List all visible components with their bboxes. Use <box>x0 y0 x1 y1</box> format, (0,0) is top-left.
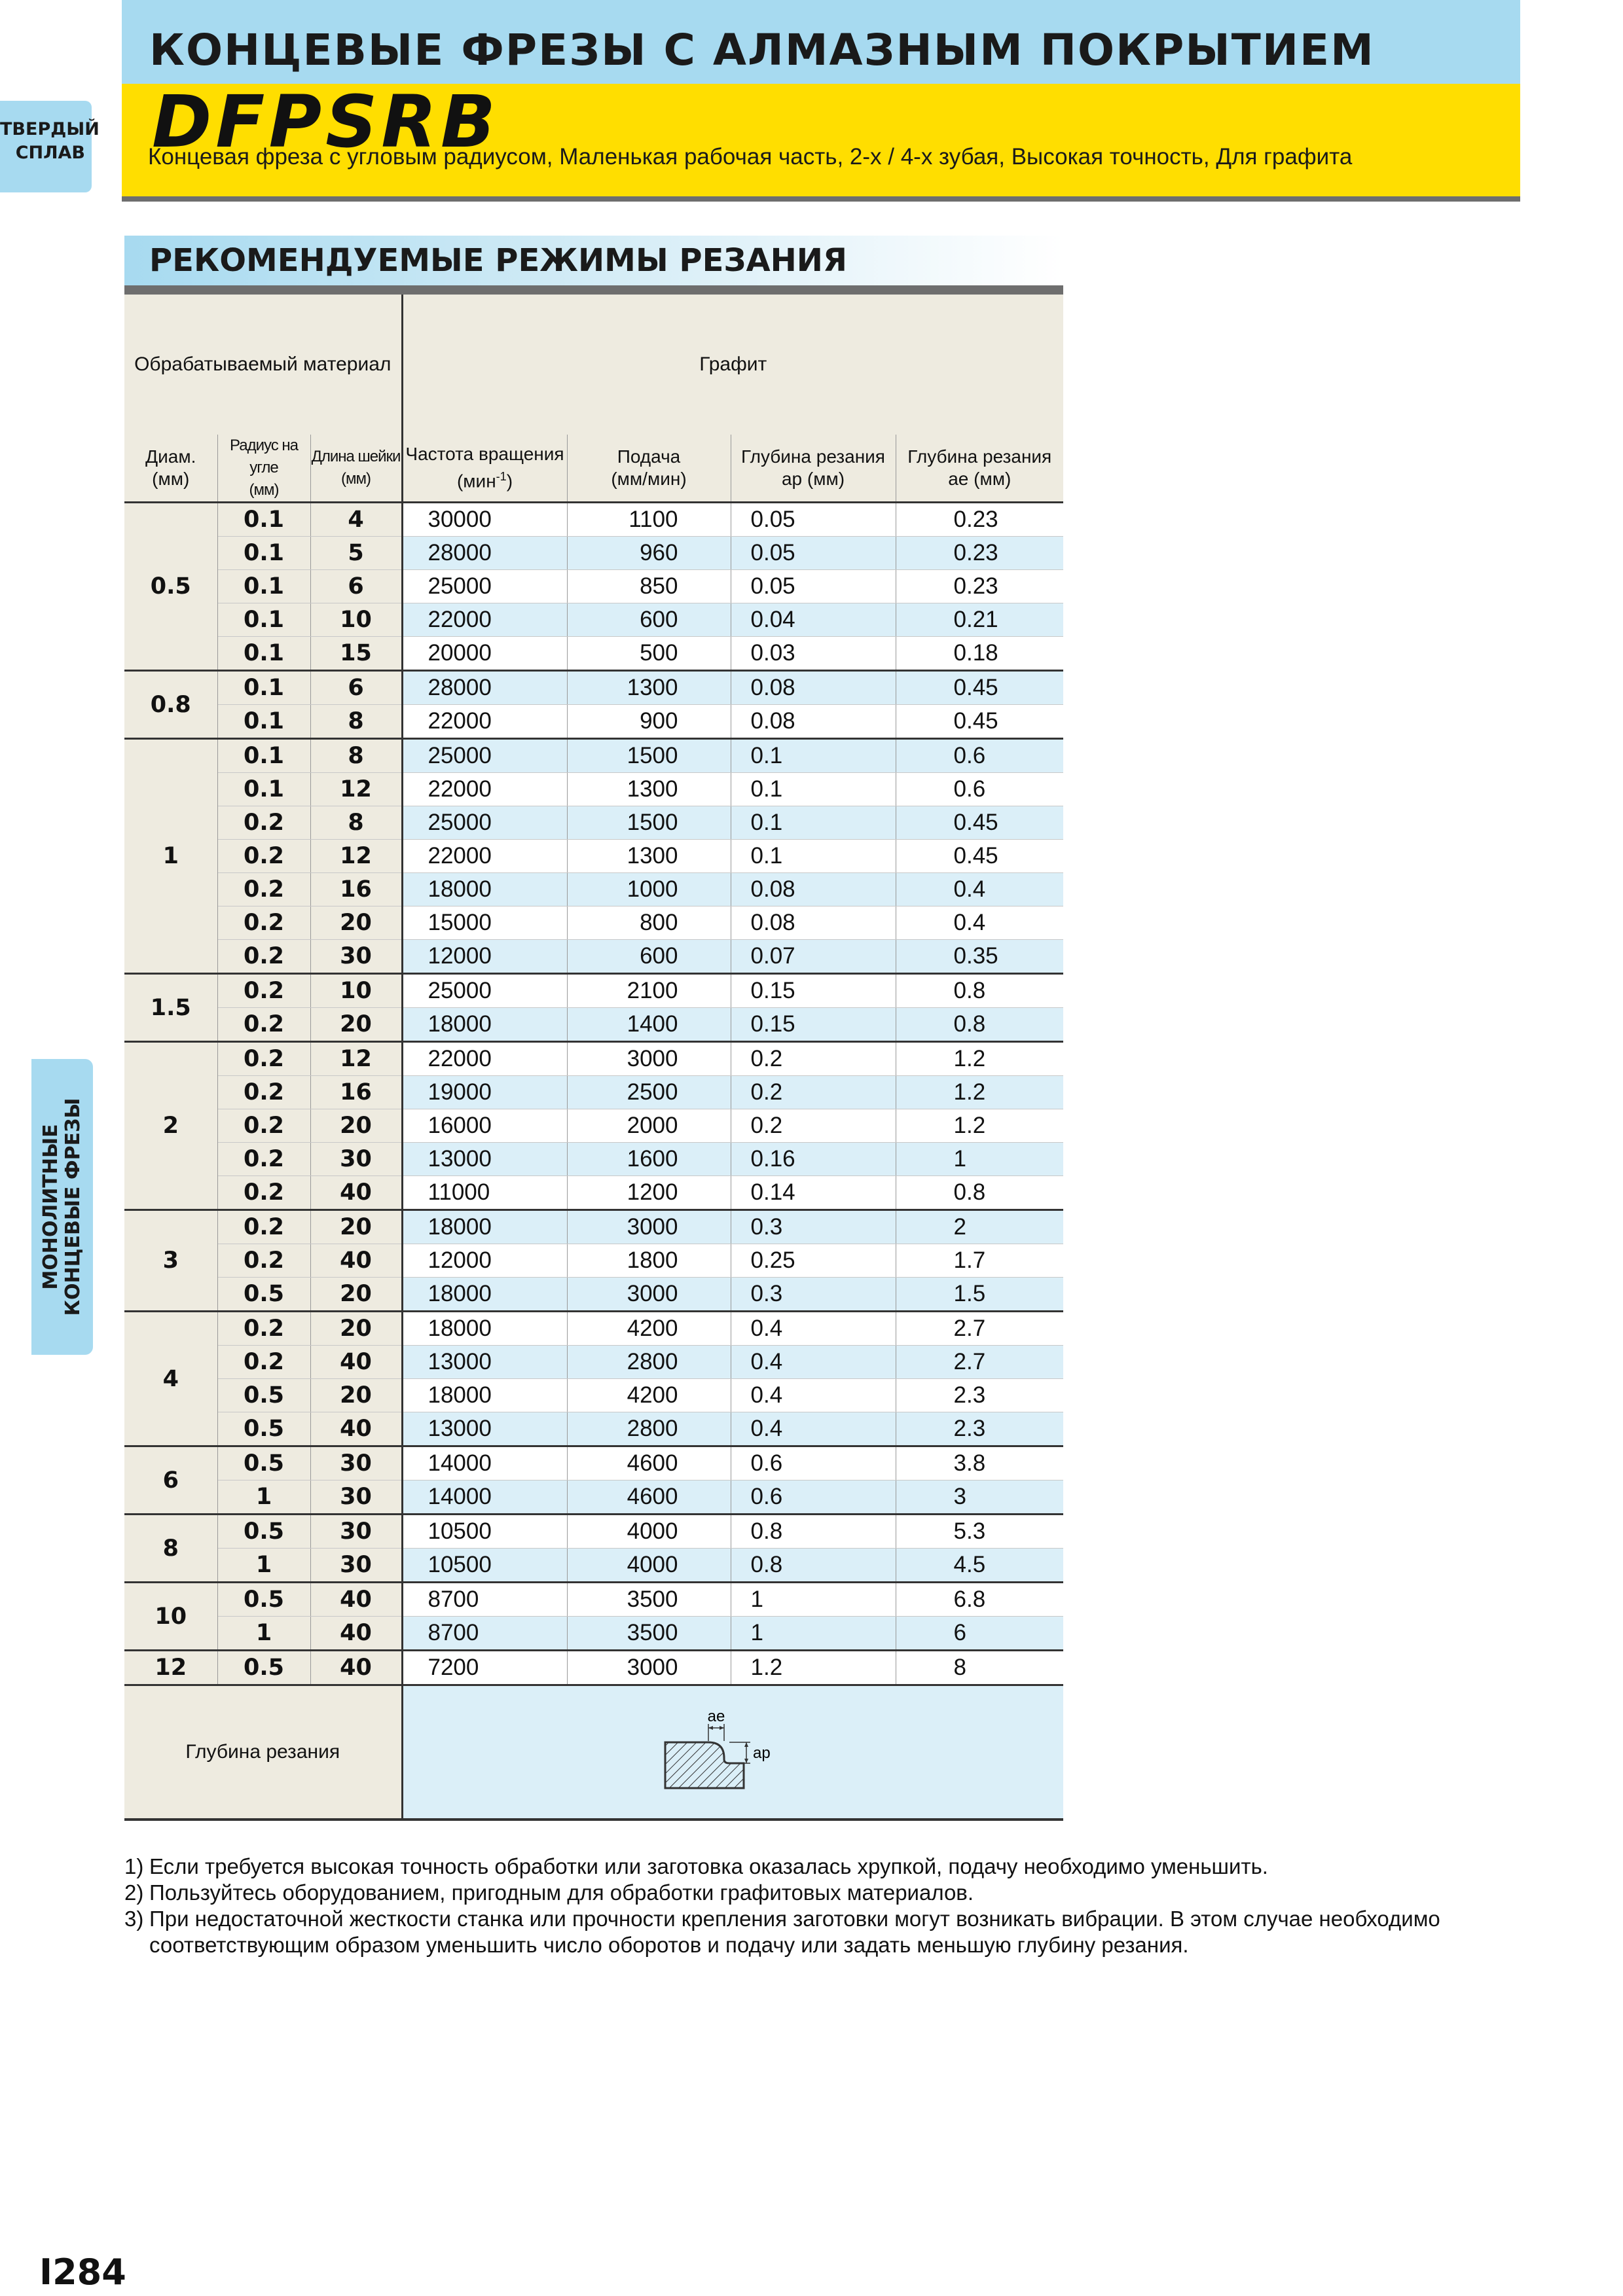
cell-neck-length: 20 <box>310 1008 402 1042</box>
table-row <box>124 503 1063 537</box>
col-header-depth-ae: Глубина резания ae (мм) <box>896 435 1063 503</box>
table-row <box>124 1480 1063 1515</box>
cell-depth-ap: 0.08 <box>731 873 896 906</box>
cell-depth-ae: 2.7 <box>896 1312 1063 1346</box>
cell-neck-length: 20 <box>310 1210 402 1244</box>
cell-depth-ae: 0.18 <box>896 637 1063 671</box>
cell-neck-length: 40 <box>310 1583 402 1617</box>
cell-corner-radius: 0.2 <box>217 1109 310 1143</box>
table-row <box>124 1379 1063 1412</box>
table-row <box>124 1244 1063 1278</box>
table-row <box>124 1176 1063 1210</box>
cell-neck-length: 6 <box>310 671 402 705</box>
table-row <box>124 739 1063 773</box>
cell-corner-radius: 0.2 <box>217 1176 310 1210</box>
cell-depth-ap: 0.4 <box>731 1346 896 1379</box>
cell-corner-radius: 1 <box>217 1617 310 1651</box>
cell-feed: 1100 <box>567 503 731 537</box>
cell-feed: 1200 <box>567 1176 731 1210</box>
table-row <box>124 1210 1063 1244</box>
cell-spindle-speed: 18000 <box>402 1008 567 1042</box>
cell-depth-ae: 0.45 <box>896 806 1063 840</box>
table-row <box>124 1583 1063 1617</box>
cell-depth-ap: 0.08 <box>731 705 896 739</box>
col-header-spindle-speed: Частота вращения (мин$^{-1}$) <box>402 435 567 503</box>
side-tab-solid-line1: МОНОЛИТНЫЕ <box>39 1124 62 1290</box>
cell-neck-length: 30 <box>310 1549 402 1583</box>
col-header-neck-length: Длина шейки (мм) <box>310 435 402 503</box>
cell-depth-ap: 0.2 <box>731 1042 896 1076</box>
cell-corner-radius: 0.2 <box>217 873 310 906</box>
cell-spindle-speed: 7200 <box>402 1651 567 1685</box>
cell-feed: 1300 <box>567 671 731 705</box>
cell-depth-ap: 0.4 <box>731 1312 896 1346</box>
cell-spindle-speed: 8700 <box>402 1583 567 1617</box>
cell-spindle-speed: 18000 <box>402 1312 567 1346</box>
cell-depth-ap: 0.1 <box>731 806 896 840</box>
cell-spindle-speed: 18000 <box>402 1278 567 1312</box>
cell-neck-length: 5 <box>310 537 402 570</box>
cell-corner-radius: 1 <box>217 1480 310 1515</box>
cell-depth-ap: 0.4 <box>731 1379 896 1412</box>
col-header-feed: Подача (мм/мин) <box>567 435 731 503</box>
cell-spindle-speed: 25000 <box>402 806 567 840</box>
cell-corner-radius: 0.5 <box>217 1379 310 1412</box>
material-label: Обрабатываемый материал <box>124 295 402 435</box>
cell-depth-ae: 1.2 <box>896 1076 1063 1109</box>
cell-spindle-speed: 13000 <box>402 1346 567 1379</box>
cell-depth-ap: 0.15 <box>731 1008 896 1042</box>
cell-depth-ap: 0.6 <box>731 1446 896 1480</box>
cell-neck-length: 20 <box>310 906 402 940</box>
cell-spindle-speed: 30000 <box>402 503 567 537</box>
cell-feed: 3000 <box>567 1278 731 1312</box>
cell-feed: 1400 <box>567 1008 731 1042</box>
table-row <box>124 1109 1063 1143</box>
cell-depth-ae: 3.8 <box>896 1446 1063 1480</box>
cell-feed: 1600 <box>567 1143 731 1176</box>
cell-corner-radius: 0.1 <box>217 603 310 637</box>
cell-depth-ap: 1 <box>731 1617 896 1651</box>
table-body <box>124 503 1063 1685</box>
table-row <box>124 806 1063 840</box>
cell-corner-radius: 0.1 <box>217 739 310 773</box>
table-row <box>124 1143 1063 1176</box>
col-header-diameter: Диам. (мм) <box>124 435 217 503</box>
cell-depth-ap: 0.14 <box>731 1176 896 1210</box>
cell-depth-ae: 3 <box>896 1480 1063 1515</box>
cell-neck-length: 12 <box>310 840 402 873</box>
cell-depth-ap: 0.4 <box>731 1412 896 1446</box>
cell-feed: 900 <box>567 705 731 739</box>
cell-spindle-speed: 22000 <box>402 1042 567 1076</box>
cutting-conditions-table <box>124 295 1063 1821</box>
cell-depth-ap: 0.03 <box>731 637 896 671</box>
cell-neck-length: 30 <box>310 1446 402 1480</box>
cell-feed: 4000 <box>567 1549 731 1583</box>
cell-depth-ap: 0.8 <box>731 1515 896 1549</box>
cell-feed: 4600 <box>567 1480 731 1515</box>
cell-feed: 2800 <box>567 1412 731 1446</box>
cell-neck-length: 12 <box>310 1042 402 1076</box>
side-tab-carbide <box>0 101 100 192</box>
cell-corner-radius: 0.2 <box>217 1312 310 1346</box>
cell-spindle-speed: 28000 <box>402 671 567 705</box>
page-number: I284 <box>39 2251 126 2293</box>
model-description: Концевая фреза с угловым радиусом, Маленькая рабочая часть, 2-х / 4-х зубая, Высокая точность, Для графита <box>148 144 1353 170</box>
cell-depth-ae: 0.8 <box>896 1176 1063 1210</box>
table-row <box>124 1549 1063 1583</box>
cell-spindle-speed: 22000 <box>402 603 567 637</box>
cell-depth-ap: 0.3 <box>731 1278 896 1312</box>
cell-corner-radius: 0.5 <box>217 1278 310 1312</box>
cell-neck-length: 40 <box>310 1346 402 1379</box>
cell-feed: 600 <box>567 940 731 974</box>
cell-depth-ae: 1.2 <box>896 1109 1063 1143</box>
cell-depth-ae: 0.23 <box>896 503 1063 537</box>
cell-corner-radius: 0.2 <box>217 1210 310 1244</box>
cell-spindle-speed: 10500 <box>402 1549 567 1583</box>
cell-neck-length: 20 <box>310 1312 402 1346</box>
cell-feed: 500 <box>567 637 731 671</box>
cell-corner-radius: 0.2 <box>217 940 310 974</box>
table-row <box>124 1008 1063 1042</box>
cell-spindle-speed: 11000 <box>402 1176 567 1210</box>
cell-spindle-speed: 18000 <box>402 1379 567 1412</box>
cell-depth-ap: 0.8 <box>731 1549 896 1583</box>
cell-neck-length: 40 <box>310 1412 402 1446</box>
cell-corner-radius: 0.2 <box>217 1346 310 1379</box>
cell-depth-ap: 0.16 <box>731 1143 896 1176</box>
cell-neck-length: 8 <box>310 739 402 773</box>
cell-corner-radius: 0.2 <box>217 840 310 873</box>
cell-neck-length: 30 <box>310 1143 402 1176</box>
table-row <box>124 1617 1063 1651</box>
table-row <box>124 1042 1063 1076</box>
cell-feed: 1800 <box>567 1244 731 1278</box>
cell-feed: 1300 <box>567 773 731 806</box>
cell-feed: 960 <box>567 537 731 570</box>
cell-diameter: 1 <box>124 739 217 974</box>
cell-neck-length: 10 <box>310 603 402 637</box>
cell-spindle-speed: 14000 <box>402 1446 567 1480</box>
table-row <box>124 537 1063 570</box>
table-row <box>124 671 1063 705</box>
cell-depth-ae: 1.2 <box>896 1042 1063 1076</box>
cell-corner-radius: 0.2 <box>217 1008 310 1042</box>
side-tab-solid-line2: КОНЦЕВЫЕ ФРЕЗЫ <box>62 1098 84 1316</box>
cell-spindle-speed: 12000 <box>402 1244 567 1278</box>
cell-depth-ap: 0.1 <box>731 773 896 806</box>
cell-corner-radius: 0.5 <box>217 1446 310 1480</box>
cell-depth-ap: 0.2 <box>731 1076 896 1109</box>
table-row <box>124 906 1063 940</box>
cell-depth-ae: 2.7 <box>896 1346 1063 1379</box>
cell-corner-radius: 0.2 <box>217 806 310 840</box>
cell-spindle-speed: 28000 <box>402 537 567 570</box>
cell-feed: 3000 <box>567 1651 731 1685</box>
cell-spindle-speed: 25000 <box>402 570 567 603</box>
cell-neck-length: 20 <box>310 1109 402 1143</box>
cell-corner-radius: 0.5 <box>217 1651 310 1685</box>
note-2: 2) Пользуйтесь оборудованием, пригодным для обработки графитовых материалов. <box>124 1880 974 1905</box>
table-row <box>124 1412 1063 1446</box>
cell-depth-ap: 0.3 <box>731 1210 896 1244</box>
cell-neck-length: 8 <box>310 705 402 739</box>
cell-corner-radius: 0.2 <box>217 974 310 1008</box>
col-header-corner-radius: Радиус на угле (мм) <box>217 435 310 503</box>
cell-feed: 2800 <box>567 1346 731 1379</box>
cell-spindle-speed: 15000 <box>402 906 567 940</box>
header-divider <box>122 196 1520 202</box>
cell-depth-ae: 6.8 <box>896 1583 1063 1617</box>
diagram-label-ap: ap <box>752 1744 771 1762</box>
table-row <box>124 873 1063 906</box>
cell-depth-ae: 2.3 <box>896 1412 1063 1446</box>
cell-feed: 1300 <box>567 840 731 873</box>
cell-neck-length: 40 <box>310 1176 402 1210</box>
cell-neck-length: 16 <box>310 1076 402 1109</box>
cell-corner-radius: 0.5 <box>217 1515 310 1549</box>
cell-neck-length: 30 <box>310 1480 402 1515</box>
cell-neck-length: 16 <box>310 873 402 906</box>
cell-spindle-speed: 22000 <box>402 773 567 806</box>
table-row <box>124 1346 1063 1379</box>
cell-corner-radius: 0.1 <box>217 773 310 806</box>
side-tab-carbide-line2: СПЛАВ <box>15 143 85 163</box>
cell-feed: 3500 <box>567 1583 731 1617</box>
cell-depth-ae: 0.4 <box>896 873 1063 906</box>
table-row <box>124 1312 1063 1346</box>
cell-diameter: 8 <box>124 1515 217 1583</box>
cell-spindle-speed: 18000 <box>402 873 567 906</box>
cell-feed: 850 <box>567 570 731 603</box>
cell-feed: 4200 <box>567 1379 731 1412</box>
cell-depth-ap: 0.25 <box>731 1244 896 1278</box>
table-row <box>124 1076 1063 1109</box>
cell-neck-length: 6 <box>310 570 402 603</box>
cell-diameter: 6 <box>124 1446 217 1515</box>
material-value: Графит <box>402 295 1063 435</box>
cell-spindle-speed: 8700 <box>402 1617 567 1651</box>
cell-feed: 3500 <box>567 1617 731 1651</box>
cell-depth-ae: 0.45 <box>896 840 1063 873</box>
cell-depth-ae: 0.8 <box>896 1008 1063 1042</box>
cell-neck-length: 8 <box>310 806 402 840</box>
table-row <box>124 570 1063 603</box>
cell-feed: 3000 <box>567 1210 731 1244</box>
cell-depth-ae: 1.7 <box>896 1244 1063 1278</box>
cell-depth-ae: 0.4 <box>896 906 1063 940</box>
cell-depth-ae: 0.21 <box>896 603 1063 637</box>
cell-corner-radius: 0.1 <box>217 705 310 739</box>
cell-feed: 2500 <box>567 1076 731 1109</box>
note-1: 1) Если требуется высокая точность обработки или заготовка оказалась хрупкой, подачу необходимо уменьшить. <box>124 1854 1268 1878</box>
cell-depth-ap: 0.15 <box>731 974 896 1008</box>
cell-depth-ae: 2.3 <box>896 1379 1063 1412</box>
cell-diameter: 10 <box>124 1583 217 1651</box>
cell-spindle-speed: 25000 <box>402 739 567 773</box>
section-title: РЕКОМЕНДУЕМЫЕ РЕЖИМЫ РЕЗАНИЯ <box>149 242 847 279</box>
cell-neck-length: 20 <box>310 1278 402 1312</box>
cell-depth-ap: 0.04 <box>731 603 896 637</box>
cell-spindle-speed: 13000 <box>402 1143 567 1176</box>
cell-spindle-speed: 12000 <box>402 940 567 974</box>
cell-corner-radius: 0.1 <box>217 503 310 537</box>
cell-depth-ae: 1.5 <box>896 1278 1063 1312</box>
table-row <box>124 1515 1063 1549</box>
notes <box>124 1854 1525 1958</box>
cell-diameter: 2 <box>124 1042 217 1210</box>
cell-corner-radius: 1 <box>217 1549 310 1583</box>
cell-corner-radius: 0.2 <box>217 1244 310 1278</box>
cell-depth-ap: 1.2 <box>731 1651 896 1685</box>
cell-diameter: 4 <box>124 1312 217 1446</box>
table-row <box>124 637 1063 671</box>
cell-corner-radius: 0.2 <box>217 1042 310 1076</box>
cell-corner-radius: 0.2 <box>217 1143 310 1176</box>
cell-spindle-speed: 14000 <box>402 1480 567 1515</box>
cell-depth-ae: 0.23 <box>896 570 1063 603</box>
cell-neck-length: 4 <box>310 503 402 537</box>
cell-spindle-speed: 16000 <box>402 1109 567 1143</box>
cell-feed: 3000 <box>567 1042 731 1076</box>
cell-depth-ae: 1 <box>896 1143 1063 1176</box>
page-title: КОНЦЕВЫЕ ФРЕЗЫ С АЛМАЗНЫМ ПОКРЫТИЕМ <box>149 25 1375 75</box>
cell-corner-radius: 0.1 <box>217 537 310 570</box>
cell-spindle-speed: 19000 <box>402 1076 567 1109</box>
cell-diameter: 0.5 <box>124 503 217 671</box>
table-row <box>124 1446 1063 1480</box>
cell-corner-radius: 0.5 <box>217 1583 310 1617</box>
note-3: 3) При недостаточной жесткости станка или прочности крепления заготовки могут возникать вибрации. В этом случае необходимо соответствующим образом уменьшить число оборотов и подачу или задать меньшую глубину резания. <box>124 1907 1440 1957</box>
cell-depth-ap: 0.2 <box>731 1109 896 1143</box>
cell-feed: 2000 <box>567 1109 731 1143</box>
cell-neck-length: 30 <box>310 1515 402 1549</box>
cell-depth-ae: 0.6 <box>896 739 1063 773</box>
cell-feed: 4600 <box>567 1446 731 1480</box>
table-row <box>124 940 1063 974</box>
cell-depth-ae: 8 <box>896 1651 1063 1685</box>
table-row <box>124 1651 1063 1685</box>
cell-depth-ap: 0.6 <box>731 1480 896 1515</box>
cell-diameter: 3 <box>124 1210 217 1312</box>
cell-neck-length: 10 <box>310 974 402 1008</box>
cell-depth-ae: 0.6 <box>896 773 1063 806</box>
cell-corner-radius: 0.2 <box>217 1076 310 1109</box>
cell-depth-ae: 0.35 <box>896 940 1063 974</box>
cell-feed: 600 <box>567 603 731 637</box>
cell-depth-ae: 4.5 <box>896 1549 1063 1583</box>
cell-depth-ae: 0.45 <box>896 705 1063 739</box>
cell-diameter: 12 <box>124 1651 217 1685</box>
cell-corner-radius: 0.1 <box>217 570 310 603</box>
cell-feed: 1000 <box>567 873 731 906</box>
cell-spindle-speed: 10500 <box>402 1515 567 1549</box>
table-row <box>124 840 1063 873</box>
cell-feed: 800 <box>567 906 731 940</box>
cell-neck-length: 12 <box>310 773 402 806</box>
cell-neck-length: 20 <box>310 1379 402 1412</box>
cell-depth-ae: 0.23 <box>896 537 1063 570</box>
depth-of-cut-label: Глубина резания <box>124 1685 402 1820</box>
cell-neck-length: 30 <box>310 940 402 974</box>
depth-of-cut-diagram <box>652 1703 822 1801</box>
cell-neck-length: 15 <box>310 637 402 671</box>
model-name: DFPSRB <box>152 80 500 164</box>
cell-depth-ap: 0.08 <box>731 671 896 705</box>
cell-depth-ap: 0.07 <box>731 940 896 974</box>
table-row <box>124 974 1063 1008</box>
table-row <box>124 773 1063 806</box>
cell-diameter: 1.5 <box>124 974 217 1042</box>
cell-neck-length: 40 <box>310 1244 402 1278</box>
cell-depth-ap: 0.08 <box>731 906 896 940</box>
cell-depth-ap: 0.05 <box>731 537 896 570</box>
cell-feed: 1500 <box>567 806 731 840</box>
cell-corner-radius: 0.5 <box>217 1412 310 1446</box>
table-row <box>124 603 1063 637</box>
side-tab-carbide-line1: ТВЕРДЫЙ <box>0 119 100 139</box>
cell-depth-ae: 0.8 <box>896 974 1063 1008</box>
cell-corner-radius: 0.2 <box>217 906 310 940</box>
cell-depth-ap: 1 <box>731 1583 896 1617</box>
cell-depth-ap: 0.1 <box>731 739 896 773</box>
cell-depth-ae: 5.3 <box>896 1515 1063 1549</box>
cell-neck-length: 40 <box>310 1651 402 1685</box>
cell-spindle-speed: 18000 <box>402 1210 567 1244</box>
section-divider <box>124 285 1063 295</box>
table-row <box>124 705 1063 739</box>
cell-feed: 1500 <box>567 739 731 773</box>
col-header-depth-ap: Глубина резания ap (мм) <box>731 435 896 503</box>
cell-spindle-speed: 22000 <box>402 840 567 873</box>
cell-corner-radius: 0.1 <box>217 637 310 671</box>
cell-corner-radius: 0.1 <box>217 671 310 705</box>
cell-spindle-speed: 20000 <box>402 637 567 671</box>
table-row <box>124 1278 1063 1312</box>
cell-spindle-speed: 13000 <box>402 1412 567 1446</box>
cell-depth-ap: 0.1 <box>731 840 896 873</box>
cell-depth-ae: 6 <box>896 1617 1063 1651</box>
diagram-label-ae: ae <box>707 1708 725 1725</box>
depth-of-cut-diagram-cell <box>402 1685 1063 1820</box>
cell-depth-ae: 0.45 <box>896 671 1063 705</box>
cell-diameter: 0.8 <box>124 671 217 739</box>
cell-neck-length: 40 <box>310 1617 402 1651</box>
cell-feed: 4000 <box>567 1515 731 1549</box>
cell-spindle-speed: 25000 <box>402 974 567 1008</box>
column-header-row <box>124 435 1063 503</box>
cell-spindle-speed: 22000 <box>402 705 567 739</box>
side-tab-solid-label <box>40 1059 84 1355</box>
cell-feed: 2100 <box>567 974 731 1008</box>
cell-depth-ae: 2 <box>896 1210 1063 1244</box>
cell-depth-ap: 0.05 <box>731 570 896 603</box>
cell-depth-ap: 0.05 <box>731 503 896 537</box>
cell-feed: 4200 <box>567 1312 731 1346</box>
